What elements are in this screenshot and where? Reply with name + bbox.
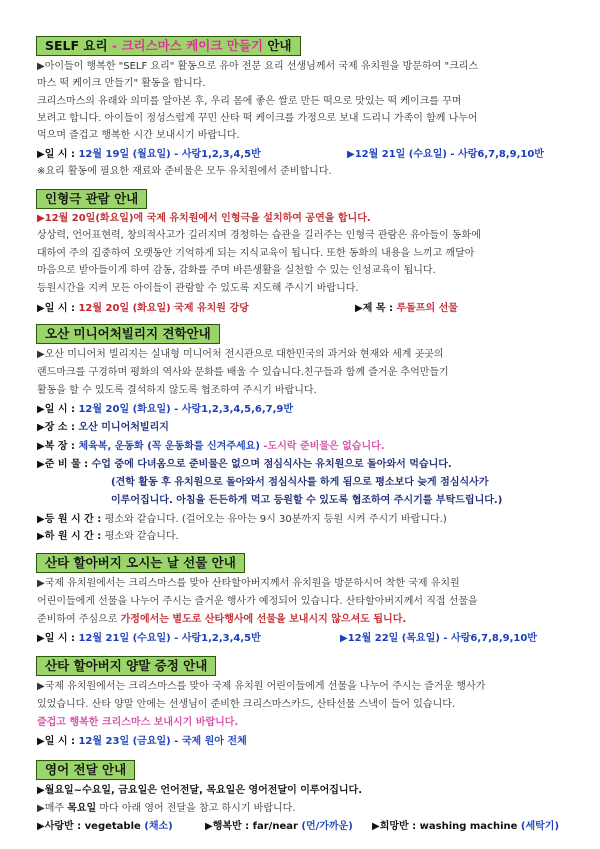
schedule-line (37, 733, 567, 750)
place-label: ▶장 소 : (37, 422, 79, 433)
date-label: ▶일 시 : (37, 149, 79, 160)
arrive-label: ▶등 원 시 간 : (37, 514, 105, 525)
header-text: SELF 요리 (45, 38, 108, 53)
paragraph-line: 랜드마크를 구경하며 평화의 역사와 문화를 배울 수 있습니다.친구들과 함께 즐거운 추억만들기 (37, 367, 449, 378)
leave-label: ▶하 원 시 간 : (37, 531, 105, 542)
paragraph-line (37, 800, 567, 817)
prep-line (37, 456, 567, 473)
paragraph-line: ▶12월 20일(화요일)에 국제 유치원에서 인형극을 설치하여 공연을 합니다. (37, 213, 371, 224)
dress-line (37, 438, 567, 455)
class-label: ▶사랑반 : (37, 821, 85, 832)
korean-meaning: (먼/가까운) (301, 821, 353, 832)
paragraph-line: 마스 떡 케이크 만들기" 활동을 합니다. (37, 78, 206, 89)
dress-label: ▶복 장 : (37, 441, 79, 452)
note-line: ※요리 활동에 필요한 재료와 준비물은 모두 유치원에서 준비합니다. (37, 166, 332, 177)
english-word: far/near (252, 821, 302, 832)
paragraph-line: 활동을 할 수 있도록 결석하지 않도록 협조하여 주시기 바랍니다. (37, 385, 317, 396)
paragraph-line: 상상력, 언어표현력, 창의적사고가 길러지며 경청하는 습관을 길러주는 인형극 관람은 유아들이 동화에 (37, 230, 481, 241)
paragraph-line: ▶국제 유치원에서는 크리스마스를 맞아 산타할아버지께서 유치원을 방문하시어 착한 국제 유치원 (37, 578, 460, 589)
text: 마다 아래 영어 전달을 참고 하시기 바랍니다. (96, 803, 296, 814)
section-header-santa-socks: 산타 할아버지 양말 증정 안내 (36, 656, 216, 676)
date-value: ▶12월 21일 (수요일) - 사랑6,7,8,9,10반 (347, 149, 544, 160)
text: ▶매주 (37, 803, 68, 814)
paragraph-line (37, 611, 567, 628)
place-line (37, 419, 567, 436)
section-header-english: 영어 전달 안내 (36, 760, 135, 780)
korean-meaning: (세탁기) (520, 821, 560, 832)
date-value: 12월 23일 (금요일) - 국제 원아 전체 (78, 736, 247, 747)
date-value: 12월 20일 (화요일) - 사랑1,2,3,4,5,6,7,9반 (78, 404, 294, 415)
highlight-text: 목요일 (67, 803, 97, 814)
section-header-self-cooking (36, 36, 301, 56)
place-value: 오산 미니어처빌리지 (78, 422, 169, 433)
english-words-line (37, 818, 567, 835)
header-text: 안내 (262, 38, 292, 53)
leave-value: 평소와 같습니다. (104, 531, 179, 542)
paragraph-line: ▶국제 유치원에서는 크리스마스를 맞아 국제 유치원 어린이들에게 선물을 나누어 주시는 즐거운 행사가 (37, 681, 486, 692)
paragraph-line: 있었습니다. 산타 양말 안에는 선생님이 준비한 크리스마스카드, 산타선물 스낵이 들어 있습니다. (37, 699, 456, 710)
paragraph-line: 어린이들에게 선물을 나누어 주시는 즐거운 행사가 예정되어 있습니다. 산타할아버지께서 직접 선물을 (37, 596, 478, 607)
section-header-miniature-village: 오산 미니어처빌리지 견학안내 (36, 324, 220, 344)
arrive-value: 평소와 같습니다. (걸어오는 유아는 9시 30분까지 등원 시켜 주시기 바랍니다.) (104, 514, 447, 525)
prep-label: ▶준 비 물 : (37, 459, 92, 470)
paragraph-line: 등원시간을 지켜 모든 아이들이 관람할 수 있도록 지도해 주시기 바랍니다. (37, 283, 359, 294)
paragraph-line: 즐겁고 행복한 크리스마스 보내시기 바랍니다. (37, 717, 239, 728)
dress-value: 체육복, 운동화 (꼭 운동화를 신겨주세요) (78, 441, 260, 452)
arrive-line (37, 511, 567, 528)
schedule-line (37, 401, 567, 418)
text: 준비하여 주심으로 (37, 614, 121, 625)
date-value: 12월 19일 (월요일) - 사랑1,2,3,4,5반 (78, 149, 261, 160)
korean-meaning: (채소) (144, 821, 173, 832)
english-word: vegetable (84, 821, 145, 832)
dress-note: -도시락 준비물은 없습니다. (259, 441, 385, 452)
date-label: ▶일 시 : (37, 303, 79, 314)
paragraph-line: ▶오산 미니어처 빌리지는 실내형 미니어처 전시관으로 대한민국의 과거와 현재와 세계 곳곳의 (37, 349, 444, 360)
date-label: ▶일 시 : (37, 404, 79, 415)
schedule-line (37, 300, 567, 317)
english-word: washing machine (419, 821, 521, 832)
paragraph-line: 크리스마스의 유래와 의미를 알아본 후, 우리 몸에 좋은 쌀로 만든 떡으로 맛있는 떡 케이크를 꾸며 (37, 96, 462, 107)
date-value: ▶12월 22일 (목요일) - 사랑6,7,8,9,10반 (340, 633, 537, 644)
title-value: 루돌프의 선물 (396, 303, 458, 314)
date-value: 12월 21일 (수요일) - 사랑1,2,3,4,5반 (78, 633, 261, 644)
schedule-line (37, 630, 567, 647)
leave-line (37, 528, 567, 545)
paragraph-line: 먹으며 즐겁고 행복한 시간 보내시기 바랍니다. (37, 130, 240, 141)
prep-value: 수업 중에 다녀옴으로 준비물은 없으며 점심식사는 유치원으로 돌아와서 먹습니다. (91, 459, 452, 470)
section-header-santa-gift: 산타 할아버지 오시는 날 선물 안내 (36, 553, 245, 573)
prep-detail: 이루어집니다. 아침을 든든하게 먹고 등원할 수 있도록 협조하여 주시기를 부탁드립니다.) (111, 495, 503, 506)
date-label: ▶일 시 : (37, 633, 79, 644)
paragraph-line: ▶월요일~수요일, 금요일은 언어전달, 목요일은 영어전달이 이루어집니다. (37, 785, 363, 796)
class-label: ▶희망반 : (372, 821, 420, 832)
header-highlight: - 크리스마스 케이크 만들기 (107, 38, 263, 53)
paragraph-line: 대하여 주의 집중하여 오랫동안 기억하게 되는 지식교육이 됩니다. 또한 동화의 내용을 느끼고 깨달아 (37, 248, 475, 259)
paragraph-line: 보려고 합니다. 아이들이 정성스럽게 꾸민 산타 떡 케이크를 가정으로 보내 드리니 가족이 함께 나누어 (37, 113, 478, 124)
class-label: ▶행복반 : (205, 821, 253, 832)
paragraph-line: 마음으로 받아들이게 하여 감동, 감화를 주며 바른생활을 실천할 수 있는 인성교육이 됩니다. (37, 265, 436, 276)
title-label: ▶제 목 : (355, 303, 397, 314)
date-label: ▶일 시 : (37, 736, 79, 747)
highlight-text: 가정에서는 별도로 산타행사에 선물을 보내시지 않으셔도 됩니다. (120, 614, 407, 625)
date-value: 12월 20일 (화요일) 국제 유치원 강당 (78, 303, 249, 314)
schedule-line (37, 146, 567, 163)
prep-detail: (견학 활동 후 유치원으로 돌아와서 점심식사를 하게 됨으로 평소보다 늦게 점심식사가 (111, 477, 489, 488)
paragraph-line: ▶아이들이 행복한 "SELF 요리" 활동으로 유아 전문 요리 선생님께서 국제 유치원을 방문하여 "크리스 (37, 61, 479, 72)
section-header-puppet-show: 인형극 관람 안내 (36, 189, 147, 209)
